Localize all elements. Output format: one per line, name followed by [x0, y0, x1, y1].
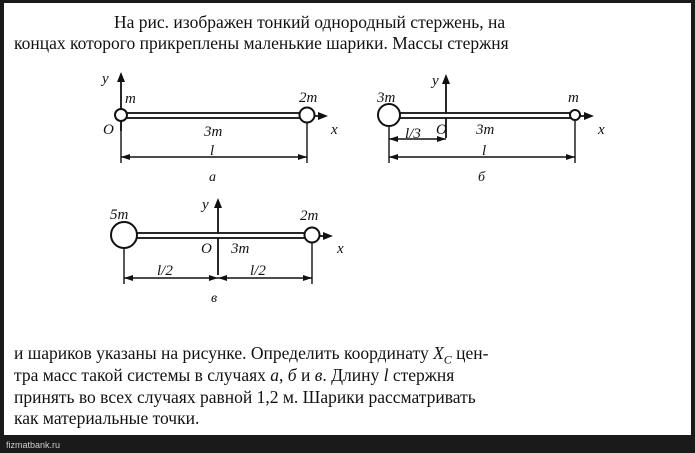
line-4-main: ра масс такой системы в случаях	[21, 365, 266, 385]
comma-1: ,	[279, 365, 284, 385]
fig-a-rod-mass: 3m	[204, 124, 223, 140]
fig-b-offset-label: l/3	[405, 126, 421, 142]
length-phrase: . Длину	[322, 365, 380, 385]
problem-text-line-6: как материальные точки.	[14, 408, 200, 428]
fig-a-rod	[121, 113, 307, 118]
fig-v-rod-mass: 3m	[231, 241, 250, 257]
figure-v	[110, 197, 344, 306]
fig-v-left-mass: 5m	[110, 207, 129, 223]
fig-v-y-label: y	[202, 197, 209, 213]
line-4-tra-prefix: т	[14, 365, 22, 385]
fig-a-y-label: y	[102, 71, 109, 87]
l-symbol: l	[383, 365, 389, 385]
fig-b-length-label: l	[482, 143, 487, 159]
and-word: и	[300, 365, 311, 385]
fig-v-x-label: x	[337, 241, 344, 257]
figure-b	[376, 73, 605, 185]
fig-a-left-mass: m	[125, 91, 136, 107]
problem-text-line-2: концах которого прикреплены маленькие шарики. Массы стержня	[14, 33, 509, 53]
fig-v-right-half-label: l/2	[250, 263, 266, 279]
fig-b-x-label: x	[598, 122, 605, 138]
fig-a-right-ball	[300, 108, 315, 123]
problem-text-line-4	[14, 365, 454, 386]
xc-symbol	[433, 343, 452, 367]
fig-v-left-half-label: l/2	[157, 263, 173, 279]
fig-v-rod	[124, 233, 312, 238]
case-v: в	[314, 365, 323, 385]
figures	[4, 3, 691, 333]
fig-b-origin: O	[436, 122, 447, 138]
fig-a-y-arrow	[117, 72, 125, 82]
fig-v-caption: в	[211, 291, 218, 306]
fig-b-caption: б	[478, 170, 486, 185]
fig-b-rod-mass: 3m	[476, 122, 495, 138]
line-3-suffix: цен-	[451, 343, 489, 363]
watermark: fizmatbank.ru	[6, 440, 61, 450]
fig-a-left-ball	[115, 109, 127, 121]
problem-text-line-5: принять во всех случаях равной 1,2 м. Шарики рассматривать	[14, 387, 476, 407]
problem-page	[4, 3, 691, 435]
xc-subscript: C	[443, 352, 452, 367]
fig-b-right-mass: m	[568, 90, 579, 106]
case-a: а	[270, 365, 280, 385]
fig-a-x-label: x	[331, 122, 338, 138]
fig-a-origin: O	[103, 122, 114, 138]
fig-v-left-ball	[111, 222, 137, 248]
figure-a	[100, 71, 338, 185]
case-b: б	[287, 365, 297, 385]
rod-word: стержня	[392, 365, 455, 385]
fig-a-right-mass: 2m	[299, 90, 318, 106]
fig-a-caption: а	[209, 170, 216, 185]
fig-v-right-mass: 2m	[300, 208, 319, 224]
fig-b-right-ball	[570, 110, 580, 120]
line-3-main: и шариков указаны на рисунке. Определить координату	[14, 343, 429, 363]
fig-v-right-ball	[305, 228, 320, 243]
xc-letter: X	[433, 343, 444, 363]
fig-a-length-label: l	[210, 143, 215, 159]
fig-b-left-ball	[378, 104, 400, 126]
fig-b-rod	[389, 113, 575, 118]
fig-a-x-arrow	[318, 112, 328, 120]
problem-text-line-1: На рис. изображен тонкий однородный стержень, на	[114, 12, 506, 32]
fig-v-origin: O	[201, 241, 212, 257]
fig-b-y-label: y	[432, 73, 439, 89]
fig-b-left-mass: 3m	[377, 90, 396, 106]
